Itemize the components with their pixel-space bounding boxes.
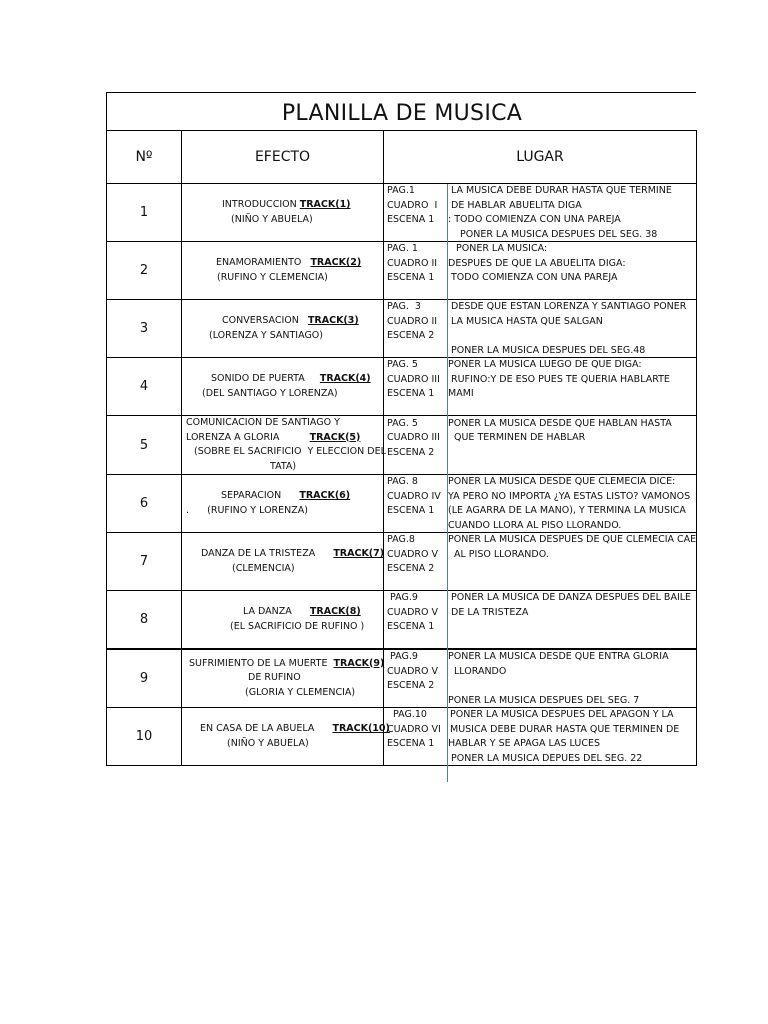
track-label: TRACK(8) [309, 606, 361, 617]
page-reference-line: CUADRO VI [387, 723, 441, 735]
page-title: PLANILLA DE MUSICA [281, 101, 523, 126]
music-instruction [446, 591, 696, 648]
efecto-text: EN CASA DE LA ABUELA [200, 723, 315, 734]
efecto-text: (NIÑO Y ABUELA) [227, 737, 309, 749]
lugar-cell [384, 475, 697, 533]
page-reference-line: PAG. 5 [387, 417, 418, 429]
music-instruction-line: PONER LA MUSICA DEPUES DEL SEG. 22 [451, 752, 643, 764]
track-label: TRACK(5) [309, 431, 361, 443]
page-reference [384, 242, 446, 299]
page-reference-line: CUADRO V [387, 548, 438, 560]
lugar-cell [384, 591, 697, 650]
efecto-cell [182, 708, 390, 766]
music-instruction-line: PONER LA MUSICA DESDE QUE ENTRA GLORIA [448, 651, 669, 662]
efecto-text: (RUFINO Y LORENZA) [207, 504, 308, 516]
header-num: Nº [107, 131, 182, 184]
page-reference-line: ESCENA 1 [387, 388, 435, 399]
page-reference-line: ESCENA 2 [387, 330, 435, 341]
efecto-text: (RUFINO Y CLEMENCIA) [217, 271, 328, 283]
efecto-text: COMUNICACION DE SANTIAGO Y [186, 417, 340, 428]
efecto-cell [182, 184, 384, 242]
music-instruction-line: PONER LA MUSICA DESDE QUE HABLAN HASTA [448, 417, 672, 429]
music-instruction-line: LA MUSICA HASTA QUE SALGAN [451, 315, 603, 327]
music-instruction-line: HABLAR Y SE APAGA LAS LUCES [448, 738, 600, 749]
efecto-text: SUFRIMIENTO DE LA MUERTE [189, 657, 328, 669]
music-instruction-line [448, 329, 696, 344]
efecto-cell [182, 533, 384, 591]
lugar-cell [384, 533, 697, 591]
page-reference-line: CUADRO II [387, 257, 438, 269]
row-number: 3 [107, 300, 182, 358]
efecto-cell [182, 475, 384, 533]
header-lugar: LUGAR [384, 131, 697, 184]
music-instruction-line: DE LA TRISTEZA [451, 606, 529, 618]
page-reference-line: ESCENA 1 [387, 738, 435, 749]
row-number: 9 [107, 649, 182, 708]
table-row [107, 358, 697, 416]
efecto-cell [182, 358, 384, 416]
music-instruction-line: YA PERO NO IMPORTA ¿YA ESTAS LISTO? VAMONOS [448, 490, 691, 502]
page-reference [384, 475, 446, 532]
music-instruction [446, 475, 696, 532]
table-row [107, 591, 697, 650]
music-instruction-line: PONER LA MUSICA DESDE QUE CLEMECIA DICE: [448, 476, 676, 487]
music-instruction-line: PONER LA MUSICA DESPUES DEL SEG. 38 [460, 228, 658, 240]
efecto-text: (DEL SANTIAGO Y LORENZA) [202, 387, 338, 399]
row-number: 7 [107, 533, 182, 591]
efecto-text: DANZA DE LA TRISTEZA [201, 548, 316, 559]
track-label: TRACK(4) [319, 373, 371, 384]
music-instruction-line: MAMI [448, 388, 474, 399]
table-row [107, 649, 697, 708]
music-instruction-line: PONER LA MUSICA DESPUES DE QUE CLEMECIA CAE [448, 534, 696, 545]
efecto-text: TATA) [270, 460, 297, 472]
efecto-text: (LORENZA Y SANTIAGO) [209, 329, 323, 341]
track-label: TRACK(3) [307, 315, 359, 326]
page-reference-line: ESCENA 2 [387, 446, 435, 458]
music-instruction-line: RUFINO:Y DE ESO PUES TE QUERIA HABLARTE [451, 373, 670, 385]
efecto-text: (EL SACRIFICIO DE RUFINO ) [230, 620, 365, 632]
table-row [107, 533, 697, 591]
efecto-text: SEPARACION [221, 490, 282, 501]
music-instruction-line: TODO COMIENZA CON UNA PAREJA [451, 272, 618, 283]
page-reference-line: ESCENA 2 [387, 680, 435, 691]
efecto-text: CONVERSACION [222, 315, 299, 326]
page-reference [384, 533, 446, 590]
music-instruction-line: : TODO COMIENZA CON UNA PAREJA [448, 214, 621, 225]
page-reference [384, 417, 446, 474]
row-number: 4 [107, 358, 182, 416]
music-instruction-line: DESPUES DE QUE LA ABUELITA DIGA: [448, 257, 626, 269]
page-reference [384, 358, 446, 415]
music-instruction [446, 708, 696, 765]
music-instruction [446, 650, 696, 707]
music-instruction-line: DE HABLAR ABUELITA DIGA [451, 199, 582, 211]
efecto-cell [182, 300, 384, 358]
music-instruction-line [448, 679, 696, 694]
music-instruction [446, 242, 696, 299]
table-row [107, 184, 697, 242]
page-reference-line: ESCENA 1 [387, 272, 435, 283]
efecto-text: LORENZA A GLORIA [186, 431, 280, 443]
track-label: TRACK(9) [333, 657, 385, 669]
header-row [107, 131, 697, 184]
page-reference-line: PAG.1 [387, 185, 415, 196]
efecto-text: ENAMORAMIENTO [216, 257, 302, 268]
music-instruction [446, 533, 696, 590]
table-row [107, 475, 697, 533]
music-instruction-line: CUANDO LLORA AL PISO LLORANDO. [448, 519, 622, 531]
page-reference-line: CUADRO II [387, 315, 438, 327]
lugar-cell [384, 358, 697, 416]
efecto-cell [182, 649, 384, 708]
music-instruction-line: PONER LA MUSICA DESPUES DEL APAGON Y LA [450, 709, 674, 720]
music-instruction-line: LA MUSICA DEBE DURAR HASTA QUE TERMINE [451, 185, 672, 196]
music-instruction-line: PONER LA MUSICA DESPUES DEL SEG.48 [451, 344, 646, 356]
page-reference-line: PAG. 3 [387, 301, 421, 312]
efecto-cell [182, 242, 384, 300]
page-reference-line: CUADRO V [387, 665, 438, 677]
row-number: 6 [107, 475, 182, 533]
page-reference [384, 708, 446, 765]
music-sheet [106, 92, 696, 769]
track-label: TRACK(6) [299, 490, 351, 501]
efecto-text: LA DANZA [243, 606, 292, 617]
music-instruction-line: AL PISO LLORANDO. [454, 548, 549, 560]
efecto-text: (CLEMENCIA) [232, 562, 295, 574]
page-reference-line: ESCENA 2 [387, 563, 435, 574]
music-instruction-line: PONER LA MUSICA DESPUES DEL SEG. 7 [448, 694, 640, 706]
page-reference-line: PAG.9 [390, 651, 418, 662]
page-reference-line: CUADRO III [387, 432, 440, 443]
page-reference-line: PAG. 1 [387, 243, 418, 254]
track-label: TRACK(2) [310, 257, 362, 268]
title-row [106, 92, 696, 130]
page-reference-line: CUADRO V [387, 606, 438, 618]
music-instruction-line: QUE TERMINEN DE HABLAR [454, 432, 586, 443]
efecto-cell [182, 416, 384, 475]
lugar-cell [384, 649, 697, 708]
music-instruction [446, 358, 696, 415]
efecto-text: (SOBRE EL SACRIFICIO Y ELECCION DEL [194, 446, 386, 457]
page-reference-line: CUADRO IV [387, 490, 441, 502]
page-reference [384, 184, 446, 241]
table-row [107, 708, 697, 766]
track-label: TRACK(10) [332, 723, 390, 734]
column-guide-line [447, 184, 448, 782]
lugar-cell [384, 184, 697, 242]
page-reference-line: CUADRO I [387, 199, 438, 211]
music-instruction-line: MUSICA DEBE DURAR HASTA QUE TERMINEN DE [450, 723, 680, 735]
table-row [107, 300, 697, 358]
efecto-cell [182, 591, 384, 650]
efecto-text: INTRODUCCION [222, 199, 297, 210]
page-reference [384, 591, 446, 648]
page-reference-line: PAG. 8 [387, 476, 418, 487]
lugar-cell [384, 300, 697, 358]
row-number: 2 [107, 242, 182, 300]
row-number: 1 [107, 184, 182, 242]
efecto-text: DE RUFINO [248, 672, 301, 684]
row-number: 10 [107, 708, 182, 766]
efecto-text: . [186, 504, 190, 516]
music-table [106, 130, 697, 766]
page-reference [384, 300, 446, 357]
page-reference-line: PAG.10 [393, 709, 427, 720]
music-instruction-line: PONER LA MUSICA: [456, 243, 548, 254]
page-reference-line: PAG. 5 [387, 359, 418, 370]
header-efecto: EFECTO [182, 131, 384, 184]
music-instruction [446, 417, 696, 474]
music-instruction-line: PONER LA MUSICA LUEGO DE QUE DIGA: [448, 359, 642, 370]
efecto-text: (NIÑO Y ABUELA) [231, 213, 313, 225]
lugar-cell [384, 416, 697, 475]
track-label: TRACK(1) [299, 199, 351, 210]
page-reference-line: CUADRO III [387, 373, 440, 385]
music-instruction-line: (LE AGARRA DE LA MANO), Y TERMINA LA MUSICA [448, 505, 686, 516]
music-instruction-line: PONER LA MUSICA DE DANZA DESPUES DEL BAILE [451, 592, 692, 603]
lugar-cell [384, 708, 697, 766]
music-instruction [446, 184, 696, 241]
table-row [107, 416, 697, 475]
music-instruction-line: LLORANDO [454, 665, 507, 677]
table-row [107, 242, 697, 300]
music-instruction [446, 300, 696, 357]
page-reference-line: PAG.9 [390, 592, 418, 603]
page-reference-line: PAG.8 [387, 534, 415, 545]
lugar-cell [384, 242, 697, 300]
efecto-text: SONIDO DE PUERTA [211, 373, 305, 384]
row-number: 5 [107, 416, 182, 475]
page-reference [384, 650, 446, 707]
row-number: 8 [107, 591, 182, 650]
music-instruction-line: DESDE QUE ESTAN LORENZA Y SANTIAGO PONER [451, 301, 687, 312]
page-reference-line: ESCENA 1 [387, 214, 435, 225]
efecto-text: (GLORIA Y CLEMENCIA) [245, 686, 356, 698]
page-reference-line: ESCENA 1 [387, 505, 435, 516]
track-label: TRACK(7) [333, 548, 385, 559]
page-reference-line: ESCENA 1 [387, 621, 435, 632]
